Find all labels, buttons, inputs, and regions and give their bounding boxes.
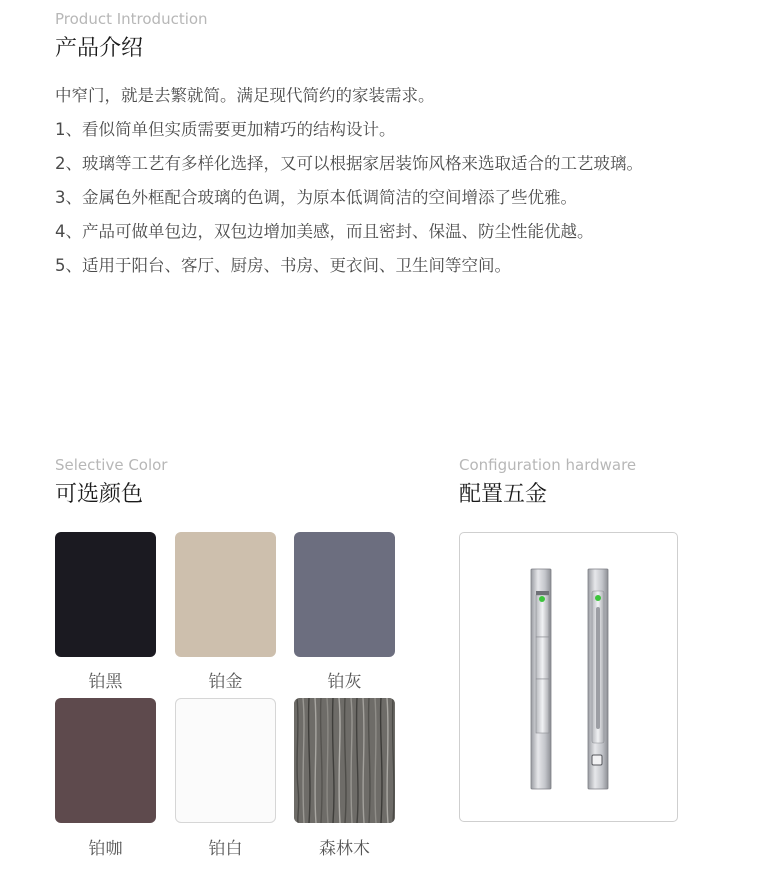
- door-handle-illustration: [460, 533, 677, 821]
- colors-title: 可选颜色: [55, 482, 144, 507]
- swatch-label: 森林木: [319, 839, 370, 859]
- swatch-label: 铂金: [208, 672, 243, 692]
- swatch-platinum-grey: [294, 532, 395, 657]
- intro-summary: 中窄门，就是去繁就简。满足现代简约的家装需求。: [55, 86, 435, 105]
- swatch-forest-wood: [294, 698, 395, 823]
- intro-text-block: [55, 84, 755, 288]
- intro-point-1: 1、看似简单但实质需要更加精巧的结构设计。: [55, 120, 396, 139]
- swatch-label: 铂白: [208, 839, 243, 859]
- intro-point-2: 2、玻璃等工艺有多样化选择，又可以根据家居装饰风格来选取适合的工艺玻璃。: [55, 154, 643, 173]
- swatch-label: 铂黑: [88, 672, 123, 692]
- swatch-platinum-gold: [175, 532, 276, 657]
- wood-grain-texture: [294, 698, 395, 823]
- intro-title: 产品介绍: [55, 36, 144, 61]
- handle-right: [588, 569, 608, 789]
- swatch-platinum-coffee: [55, 698, 156, 823]
- intro-point-5: 5、适用于阳台、客厅、厨房、书房、更衣间、卫生间等空间。: [55, 256, 511, 275]
- handle-left: [531, 569, 551, 789]
- swatch-platinum-white: [175, 698, 276, 823]
- swatch-platinum-black: [55, 532, 156, 657]
- indicator-right: [595, 595, 601, 601]
- swatch-label: 铂咖: [88, 839, 123, 859]
- intro-point-4: 4、产品可做单包边，双包边增加美感，而且密封、保温、防尘性能优越。: [55, 222, 594, 241]
- intro-en-label: Product Introduction: [55, 10, 208, 28]
- hardware-title: 配置五金: [459, 482, 548, 507]
- hardware-en-label: Configuration hardware: [459, 456, 637, 474]
- intro-point-3: 3、金属色外框配合玻璃的色调，为原本低调简洁的空间增添了些优雅。: [55, 188, 577, 207]
- swatch-label: 铂灰: [327, 672, 362, 692]
- indicator-left: [539, 596, 545, 602]
- hardware-image-frame: [459, 532, 678, 822]
- colors-en-label: Selective Color: [55, 456, 168, 474]
